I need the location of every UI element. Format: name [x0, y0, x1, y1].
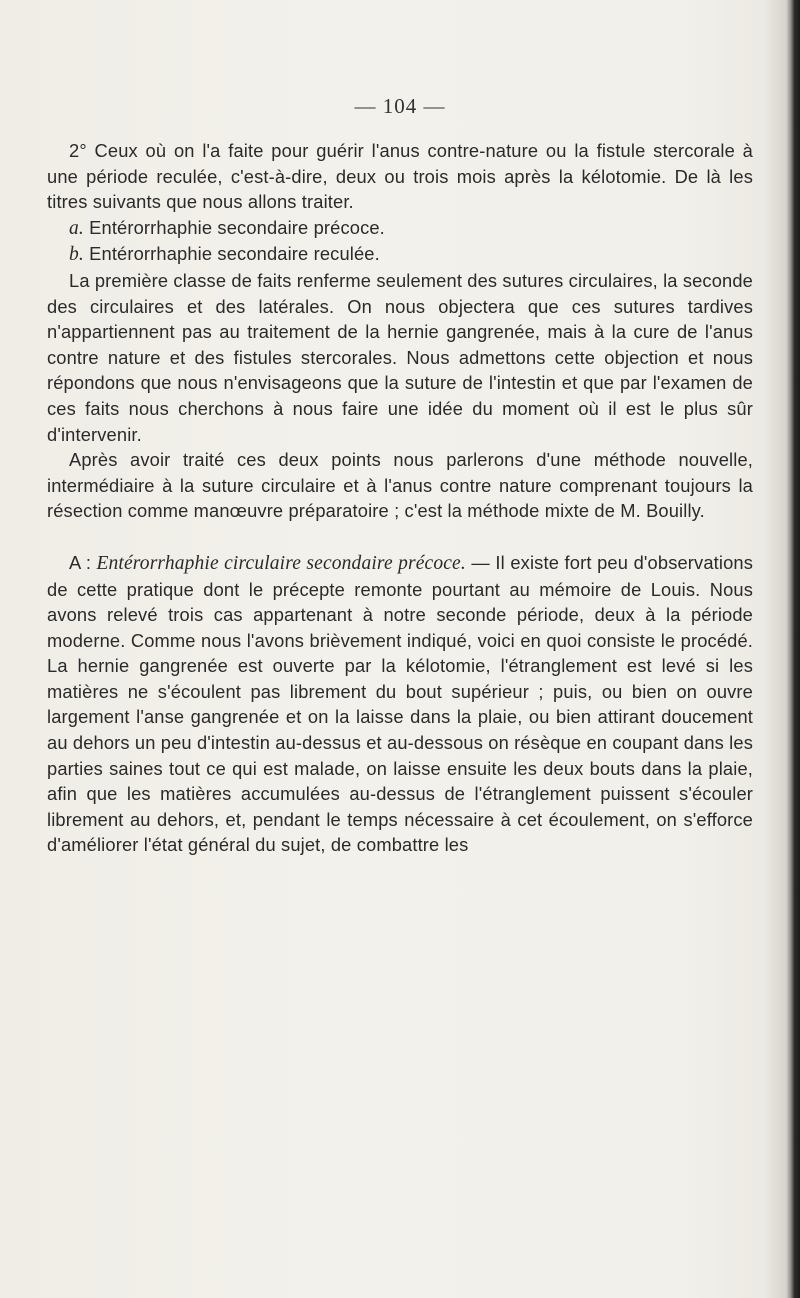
section-a-paragraph: [47, 550, 753, 858]
paragraph-2: La première classe de faits renferme seulement des sutures circulaires, la seconde des circulaires et des latérales. On nous objectera que ces sutures tardives n'appartiennent pas au traitement de la hernie gangrenée, mais à la cure de l'anus contre nature et des fistules stercorales. Nous admettons cette objection et nous répondons que nous n'envisageons que la suture de l'intestin et que par l'examen de ces faits nous cherchons à nous faire une idée du moment où il est le plus sûr d'intervenir.: [47, 269, 753, 445]
binding-shadow: [764, 0, 786, 1298]
page-number: — 104 —: [354, 94, 446, 118]
section-a-title: Entérorrhaphie circulaire secondaire précoce.: [91, 552, 466, 574]
paragraph-1: 2° Ceux où on l'a faite pour guérir l'anus contre-nature ou la fistule stercorale à une période reculée, c'est-à-dire, deux ou trois mois après la kélotomie. De là les titres suivants que nous allons traiter.: [47, 140, 753, 213]
list-text-b: Entérorrhaphie secondaire reculée.: [83, 243, 380, 265]
list-marker-a: a.: [69, 217, 84, 239]
list-text-a: Entérorrhaphie secondaire précoce.: [83, 216, 385, 238]
list-item-b: [47, 241, 753, 268]
body-text: [47, 138, 753, 858]
paragraph-3: Après avoir traité ces deux points nous parlerons d'une méthode nouvelle, intermédiaire à la suture circulaire et à l'anus contre nature comprenant toujours la résection comme manœuvre préparatoire ; c'est la méthode mixte de M. Bouilly.: [47, 449, 753, 522]
list-item-a: [47, 215, 753, 242]
book-binding-edge: [786, 0, 800, 1298]
list-marker-b: b.: [69, 244, 84, 266]
section-a-letter: A :: [69, 551, 92, 573]
section-a-text: — Il existe fort peu d'observations de cette pratique dont le précepte remonte pourtant au mémoire de Louis. Nous avons relevé trois cas appartenant à notre seconde période, deux à la période moderne. Comme nous l'avons brièvement indiqué, voici en quoi consiste le procédé. La hernie gangrenée est ouverte par la kélotomie, l'étranglement est levé si les matières ne s'écoulent pas librement du bout supérieur ; puis, ou bien on ouvre largement l'anse gangrenée et on la laisse dans la plaie, ou bien attirant doucement au dehors un peu d'intestin au-dessus et au-dessous on résèque en coupant dans les parties saines tout ce qui est malade, on laisse ensuite les deux bouts dans la plaie, afin que les matières accumulées au-dessus de l'étranglement puissent s'écouler librement au dehors, et, pendant le temps nécessaire à cet écoulement, on s'efforce d'améliorer l'état général du sujet, de combattre les: [47, 551, 754, 856]
